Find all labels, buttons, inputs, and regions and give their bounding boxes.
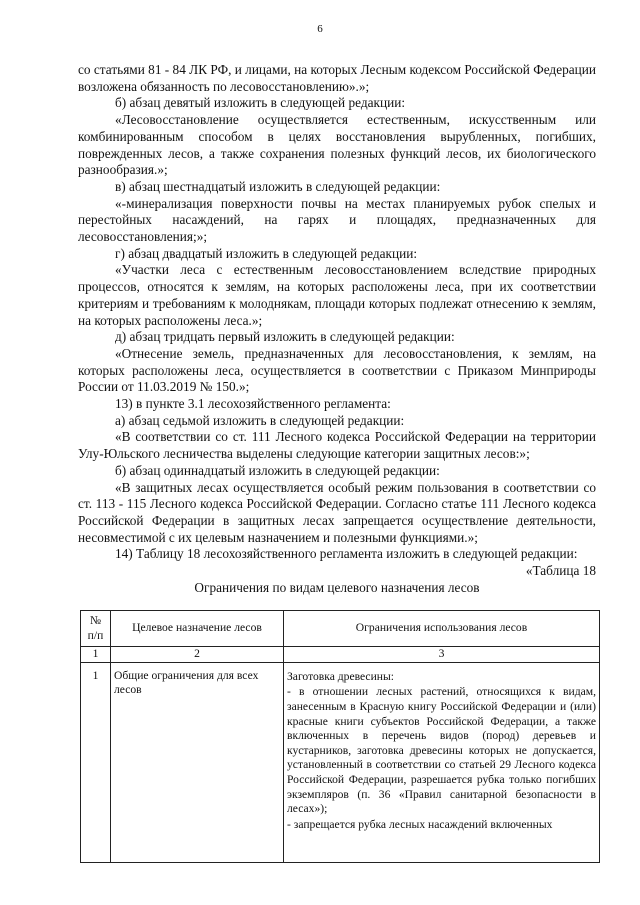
restriction-item: - запрещается рубка лесных насаждений включенных <box>287 817 553 831</box>
paragraph: д) абзац тридцать первый изложить в следующей редакции: <box>115 329 455 345</box>
table-reference: «Таблица 18 <box>525 563 596 579</box>
paragraph: «-минерализация поверхности почвы на местах планируемых рубок спелых и перестойных насаждений, на гарях и площадях, предназначенных для лесовосстановления;»; <box>78 195 596 245</box>
column-number: 1 <box>81 647 111 663</box>
paragraph: б) абзац девятый изложить в следующей редакции: <box>115 95 406 111</box>
restrictions-title: Заготовка древесины: <box>287 669 394 683</box>
paragraph: «Участки леса с естественным лесовосстановлением вследствие природных процессов, относятся к землям, на которых расположены леса, при их соответствии критериям и требованиям к молоднякам, площади которых подлежат отнесению к землям, на которых расположены леса.»; <box>78 262 596 328</box>
restrictions-table <box>80 610 600 863</box>
header-cell-number: № п/п <box>81 611 111 647</box>
column-number-row <box>81 647 600 663</box>
paragraph: 13) в пункте 3.1 лесохозяйственного регламента: <box>115 396 391 412</box>
header-cell-purpose: Целевое назначение лесов <box>111 611 284 647</box>
restrictions-content <box>287 669 596 861</box>
header-cell-restrictions: Ограничения использования лесов <box>284 611 600 647</box>
paragraph: 14) Таблицу 18 лесохозяйственного регламента изложить в следующей редакции: <box>115 546 578 562</box>
row-number: 1 <box>81 662 111 862</box>
paragraph: в) абзац шестнадцатый изложить в следующей редакции: <box>115 178 441 194</box>
paragraph: «Отнесение земель, предназначенных для лесовосстановления, к землям, на которых расположены леса, осуществляется в соответствии с Приказом Минприроды России от 11.03.2019 № 150.»; <box>78 345 596 395</box>
column-number: 3 <box>284 647 600 663</box>
page-number: 6 <box>317 23 323 35</box>
table-caption: Ограничения по видам целевого назначения лесов <box>194 579 480 595</box>
paragraph: б) абзац одиннадцатый изложить в следующей редакции: <box>115 462 440 478</box>
document-body <box>78 62 596 597</box>
paragraph: «Лесовосстановление осуществляется естественным, искусственным или комбинированным способом в целях восстановления вырубленных, погибших, поврежденных лесов, а также сохранения полезных функций лесов, их биологического разнообразия.»; <box>78 112 596 178</box>
paragraph: «В защитных лесах осуществляется особый режим пользования в соответствии со ст. 113 - 115 Лесного кодекса Российской Федерации. Согласно статье 111 Лесного кодекса Российской Федерации в защитных лесах запрещается осуществление деятельности, несовместимой с их целевым назначением и полезными функциями.»; <box>78 479 596 545</box>
column-number: 2 <box>111 647 284 663</box>
table-row <box>81 662 600 862</box>
paragraph: г) абзац двадцатый изложить в следующей редакции: <box>115 245 418 261</box>
paragraph: со статьями 81 - 84 ЛК РФ, и лицами, на которых Лесным кодексом Российской Федерации возложена обязанность по лесовосстановлению».»; <box>78 62 596 94</box>
row-purpose: Общие ограничения для всех лесов <box>111 662 284 862</box>
row-restrictions <box>284 662 600 862</box>
table-header-row <box>81 611 600 647</box>
paragraph: а) абзац седьмой изложить в следующей редакции: <box>115 412 405 428</box>
restriction-item: - в отношении лесных растений, относящихся к видам, занесенным в Красную книгу Российской Федерации и (или) красные книги субъектов Российской Федерации, а также включенных в перечень видов (пород) деревьев и кустарников, заготовка древесины которых не допускается, установленный в соответствии со статьей 29 Лесного кодекса Российской Федерации, разрешается рубка только погибших экземпляров (п. 36 «Правил санитарной безопасности в лесах»); <box>287 685 596 816</box>
paragraph: «В соответствии со ст. 111 Лесного кодекса Российской Федерации на территории Улу-Юльского лесничества выделены следующие категории защитных лесов:»; <box>78 429 596 462</box>
